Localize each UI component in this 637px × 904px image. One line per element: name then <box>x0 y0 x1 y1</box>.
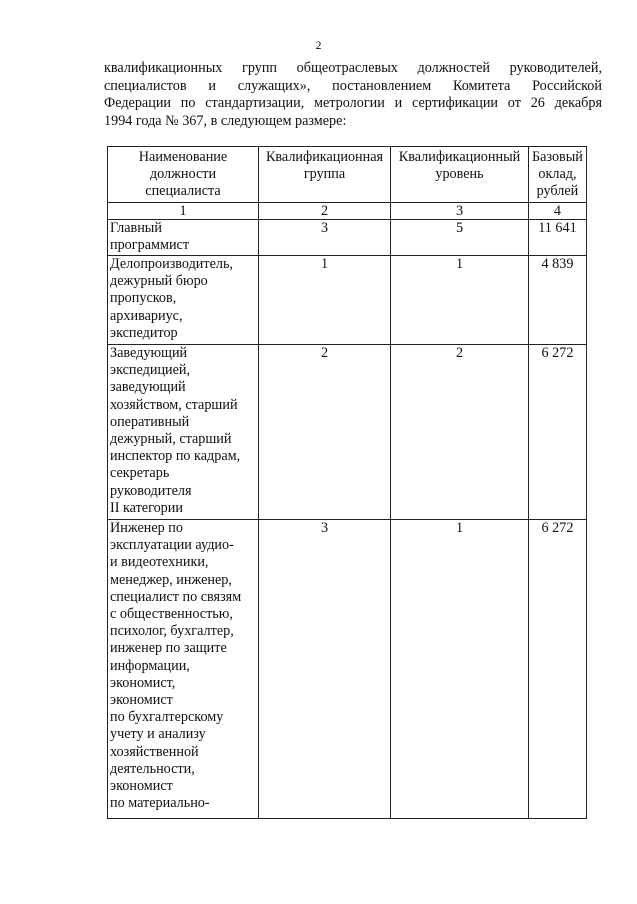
position-name-line: деятельности, <box>110 760 195 777</box>
position-name-line: заведующий <box>110 379 186 396</box>
header-base-salary: Базовый оклад, рублей <box>529 147 587 203</box>
position-name-line: и видеотехники, <box>110 554 209 571</box>
position-name-line: Главный <box>110 220 162 236</box>
position-name-cell <box>108 256 259 345</box>
position-name-line: оперативный <box>110 413 190 430</box>
position-name-line: экономист <box>110 692 173 709</box>
table-row <box>108 520 587 819</box>
intro-paragraph <box>104 60 602 130</box>
table-row <box>108 220 587 256</box>
position-name-line: дежурный, старший <box>110 431 232 448</box>
column-number: 4 <box>529 203 587 220</box>
position-name-line: учету и анализу <box>110 726 206 743</box>
salary-cell: 6 272 <box>529 520 587 819</box>
group-cell: 1 <box>259 256 391 345</box>
salary-table <box>107 146 587 819</box>
position-name-line: секретарь <box>110 465 170 482</box>
salary-cell: 11 641 <box>529 220 587 256</box>
position-name-line: дежурный бюро <box>110 273 208 290</box>
position-name-line: хозяйственной <box>110 743 199 760</box>
level-cell: 2 <box>391 345 529 520</box>
position-name-line: инспектор по кадрам, <box>110 448 241 465</box>
column-number: 1 <box>108 203 259 220</box>
group-cell: 3 <box>259 520 391 819</box>
position-name-line: пропусков, <box>110 290 177 307</box>
position-name-cell <box>108 220 259 256</box>
position-name-line: менеджер, инженер, <box>110 571 232 588</box>
intro-line: квалификационных групп общеотраслевых должностей руководителей, <box>104 60 602 76</box>
group-cell: 2 <box>259 345 391 520</box>
position-name-line: Инженер по <box>110 520 183 536</box>
position-name-cell <box>108 345 259 520</box>
position-name-line: экспедицией, <box>110 362 191 379</box>
position-name-line: информации, <box>110 657 190 674</box>
position-name-line: эксплуатации аудио- <box>110 537 234 554</box>
column-number: 3 <box>391 203 529 220</box>
position-name-line: экономист <box>110 778 173 795</box>
header-qualification-level: Квалификационный уровень <box>391 147 529 203</box>
position-name-line: программист <box>110 237 190 254</box>
page-number: 2 <box>315 38 322 52</box>
table-row <box>108 345 587 520</box>
intro-line: 1994 года № 367, в следующем размере: <box>104 112 347 129</box>
level-cell: 1 <box>391 520 529 819</box>
position-name-line: с общественностью, <box>110 606 233 623</box>
position-name-line: по материально- <box>110 795 210 812</box>
position-name-line: руководителя <box>110 482 192 499</box>
position-name-cell <box>108 520 259 819</box>
position-name-line: инженер по защите <box>110 640 227 657</box>
group-cell: 3 <box>259 220 391 256</box>
intro-line: Федерации по стандартизации, метрологии и сертификации от 26 декабря <box>104 95 602 111</box>
position-name-line: II категории <box>110 499 183 516</box>
salary-cell: 4 839 <box>529 256 587 345</box>
intro-line: специалистов и служащих», постановлением Комитета Российской <box>104 77 602 94</box>
column-number-row <box>108 203 587 220</box>
position-name-line: Делопроизводитель, <box>110 256 233 272</box>
level-cell: 5 <box>391 220 529 256</box>
salary-cell: 6 272 <box>529 345 587 520</box>
header-qualification-group: Квалификационная группа <box>259 147 391 203</box>
table-header-row <box>108 147 587 203</box>
column-number: 2 <box>259 203 391 220</box>
table-row <box>108 256 587 345</box>
position-name-line: экспедитор <box>110 324 178 341</box>
position-name-line: архивариус, <box>110 307 183 324</box>
position-name-line: психолог, бухгалтер, <box>110 623 234 640</box>
position-name-line: хозяйством, старший <box>110 396 238 413</box>
position-name-line: Заведующий <box>110 345 188 361</box>
header-position-name: Наименование должности специалиста <box>108 147 259 203</box>
position-name-line: экономист, <box>110 674 176 691</box>
level-cell: 1 <box>391 256 529 345</box>
position-name-line: специалист по связям <box>110 588 242 605</box>
position-name-line: по бухгалтерскому <box>110 709 224 726</box>
